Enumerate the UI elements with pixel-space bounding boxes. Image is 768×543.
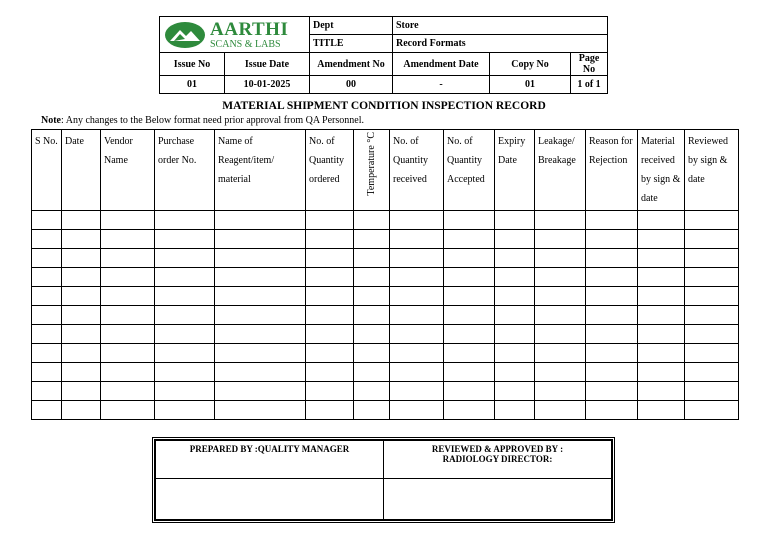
table-cell[interactable] [62, 382, 101, 401]
table-cell[interactable] [155, 363, 215, 382]
table-cell[interactable] [535, 287, 586, 306]
signature-box [152, 437, 615, 523]
table-cell[interactable] [390, 287, 444, 306]
reviewed-by-line1: REVIEWED & APPROVED BY : [431, 444, 564, 454]
company-logo [160, 18, 309, 52]
table-cell[interactable] [685, 325, 739, 344]
table-cell[interactable] [354, 325, 390, 344]
table-cell[interactable] [215, 344, 306, 363]
table-cell[interactable] [495, 230, 535, 249]
reviewed-by-label [384, 441, 612, 479]
table-cell[interactable] [495, 401, 535, 420]
table-row [32, 401, 739, 420]
table-cell[interactable] [215, 211, 306, 230]
col-header-leakage: Leakage/ Breakage [535, 130, 586, 211]
table-cell[interactable] [586, 344, 638, 363]
table-cell[interactable] [685, 401, 739, 420]
table-cell[interactable] [215, 382, 306, 401]
col-header-qty-received: No. of Quantity received [390, 130, 444, 211]
table-cell[interactable] [390, 230, 444, 249]
col-header-reviewed-sign: Reviewed by sign & date [685, 130, 739, 211]
table-cell[interactable] [62, 249, 101, 268]
title-label: TITLE [310, 35, 393, 53]
table-cell[interactable] [685, 249, 739, 268]
table-cell[interactable] [155, 344, 215, 363]
table-cell[interactable] [306, 211, 354, 230]
table-row [32, 249, 739, 268]
table-cell[interactable] [495, 306, 535, 325]
table-cell[interactable] [32, 230, 62, 249]
table-cell[interactable] [101, 287, 155, 306]
amendment-date-header: Amendment Date [393, 53, 490, 76]
table-cell[interactable] [586, 363, 638, 382]
table-cell[interactable] [685, 287, 739, 306]
table-cell[interactable] [354, 306, 390, 325]
col-header-material-name: Name of Reagent/item/ material [215, 130, 306, 211]
table-cell[interactable] [535, 306, 586, 325]
table-cell[interactable] [32, 344, 62, 363]
table-cell[interactable] [215, 363, 306, 382]
issue-no-header: Issue No [160, 53, 225, 76]
table-cell[interactable] [444, 211, 495, 230]
table-cell[interactable] [444, 363, 495, 382]
table-cell[interactable] [354, 230, 390, 249]
inspection-table-body [32, 211, 739, 420]
table-cell[interactable] [215, 325, 306, 344]
col-header-qty-ordered: No. of Quantity ordered [306, 130, 354, 211]
prepared-by-sign-area[interactable] [156, 479, 384, 520]
table-cell[interactable] [354, 211, 390, 230]
table-row [32, 230, 739, 249]
table-cell[interactable] [62, 325, 101, 344]
logo-name: AARTHI [210, 18, 289, 40]
table-cell[interactable] [495, 344, 535, 363]
table-cell[interactable] [495, 287, 535, 306]
table-cell[interactable] [390, 401, 444, 420]
approval-note [41, 115, 364, 126]
col-header-temperature [354, 130, 390, 211]
dept-label: Dept [310, 17, 393, 35]
table-cell[interactable] [306, 306, 354, 325]
col-header-vendor-name: Vendor Name [101, 130, 155, 211]
table-cell[interactable] [586, 249, 638, 268]
table-cell[interactable] [535, 268, 586, 287]
table-cell[interactable] [390, 344, 444, 363]
col-header-s-no: S No. [32, 130, 62, 211]
table-cell[interactable] [155, 249, 215, 268]
dept-value: Store [393, 17, 608, 35]
table-cell[interactable] [215, 401, 306, 420]
table-cell[interactable] [62, 363, 101, 382]
table-cell[interactable] [586, 287, 638, 306]
amendment-date-value: - [393, 76, 490, 94]
table-cell[interactable] [215, 268, 306, 287]
table-cell[interactable] [101, 401, 155, 420]
table-cell[interactable] [685, 382, 739, 401]
table-cell[interactable] [638, 382, 685, 401]
table-cell[interactable] [390, 382, 444, 401]
table-cell[interactable] [101, 306, 155, 325]
table-row [32, 382, 739, 401]
table-cell[interactable] [444, 230, 495, 249]
issue-date-value: 10-01-2025 [225, 76, 310, 94]
col-header-reason: Reason for Rejection [586, 130, 638, 211]
table-cell[interactable] [306, 268, 354, 287]
table-cell[interactable] [306, 325, 354, 344]
table-cell[interactable] [535, 401, 586, 420]
table-cell[interactable] [390, 363, 444, 382]
table-cell[interactable] [535, 230, 586, 249]
table-cell[interactable] [495, 249, 535, 268]
table-cell[interactable] [444, 287, 495, 306]
logo-subtitle: SCANS & LABS [210, 38, 281, 50]
inspection-table [31, 129, 739, 420]
table-row [32, 268, 739, 287]
table-cell[interactable] [101, 268, 155, 287]
table-cell[interactable] [101, 325, 155, 344]
table-cell[interactable] [586, 401, 638, 420]
table-cell[interactable] [306, 249, 354, 268]
table-cell[interactable] [495, 211, 535, 230]
issue-date-header: Issue Date [225, 53, 310, 76]
table-cell[interactable] [32, 287, 62, 306]
table-cell[interactable] [390, 325, 444, 344]
table-cell[interactable] [306, 382, 354, 401]
table-row [32, 306, 739, 325]
table-cell[interactable] [32, 363, 62, 382]
table-cell[interactable] [32, 401, 62, 420]
table-cell[interactable] [62, 230, 101, 249]
table-cell[interactable] [155, 325, 215, 344]
table-cell[interactable] [390, 211, 444, 230]
prepared-by-label: PREPARED BY :QUALITY MANAGER [156, 441, 384, 479]
table-cell[interactable] [390, 306, 444, 325]
table-cell[interactable] [32, 306, 62, 325]
table-cell[interactable] [62, 287, 101, 306]
table-cell[interactable] [685, 230, 739, 249]
note-text: : Any changes to the Below format need prior approval from QA Personnel. [61, 115, 364, 126]
table-cell[interactable] [101, 382, 155, 401]
table-cell[interactable] [101, 344, 155, 363]
table-cell[interactable] [155, 287, 215, 306]
reviewed-by-sign-area[interactable] [384, 479, 612, 520]
table-cell[interactable] [155, 306, 215, 325]
table-cell[interactable] [685, 344, 739, 363]
table-cell[interactable] [535, 382, 586, 401]
table-cell[interactable] [638, 249, 685, 268]
table-cell[interactable] [638, 325, 685, 344]
table-cell[interactable] [638, 230, 685, 249]
table-cell[interactable] [354, 363, 390, 382]
note-label: Note [41, 115, 61, 126]
table-cell[interactable] [215, 306, 306, 325]
temperature-label: Temperature °C [365, 132, 377, 196]
table-cell[interactable] [62, 401, 101, 420]
table-cell[interactable] [586, 211, 638, 230]
table-cell[interactable] [354, 268, 390, 287]
table-cell[interactable] [101, 211, 155, 230]
table-cell[interactable] [535, 325, 586, 344]
table-cell[interactable] [638, 344, 685, 363]
table-cell[interactable] [32, 325, 62, 344]
table-cell[interactable] [444, 325, 495, 344]
table-cell[interactable] [685, 363, 739, 382]
table-cell[interactable] [354, 344, 390, 363]
table-cell[interactable] [444, 344, 495, 363]
table-cell[interactable] [535, 211, 586, 230]
table-row [32, 287, 739, 306]
table-cell[interactable] [62, 268, 101, 287]
table-cell[interactable] [638, 268, 685, 287]
col-header-date: Date [62, 130, 101, 211]
table-row [32, 211, 739, 230]
table-cell[interactable] [495, 268, 535, 287]
table-cell[interactable] [495, 382, 535, 401]
table-cell[interactable] [306, 401, 354, 420]
table-cell[interactable] [444, 249, 495, 268]
table-cell[interactable] [685, 306, 739, 325]
table-cell[interactable] [390, 249, 444, 268]
table-cell[interactable] [32, 268, 62, 287]
table-row [32, 325, 739, 344]
table-cell[interactable] [638, 401, 685, 420]
table-cell[interactable] [685, 268, 739, 287]
table-cell[interactable] [62, 211, 101, 230]
table-cell[interactable] [354, 401, 390, 420]
title-value: Record Formats [393, 35, 608, 53]
table-cell[interactable] [444, 306, 495, 325]
table-cell[interactable] [306, 230, 354, 249]
table-cell[interactable] [444, 382, 495, 401]
table-cell[interactable] [354, 287, 390, 306]
table-cell[interactable] [685, 211, 739, 230]
table-cell[interactable] [535, 249, 586, 268]
table-cell[interactable] [586, 325, 638, 344]
table-cell[interactable] [155, 401, 215, 420]
amendment-no-header: Amendment No [310, 53, 393, 76]
table-cell[interactable] [586, 306, 638, 325]
table-cell[interactable] [586, 268, 638, 287]
table-cell[interactable] [306, 287, 354, 306]
table-cell[interactable] [155, 382, 215, 401]
table-row [32, 344, 739, 363]
table-cell[interactable] [535, 344, 586, 363]
table-cell[interactable] [354, 382, 390, 401]
table-cell[interactable] [155, 230, 215, 249]
col-header-material-received-sign: Material received by sign & date [638, 130, 685, 211]
copy-no-header: Copy No [490, 53, 571, 76]
table-cell[interactable] [638, 363, 685, 382]
logo-cell [160, 17, 310, 53]
reviewed-by-line2: RADIOLOGY DIRECTOR: [442, 454, 553, 464]
table-cell[interactable] [155, 268, 215, 287]
table-cell[interactable] [101, 249, 155, 268]
table-cell[interactable] [155, 211, 215, 230]
table-cell[interactable] [215, 249, 306, 268]
table-cell[interactable] [638, 306, 685, 325]
table-cell[interactable] [306, 344, 354, 363]
table-cell[interactable] [32, 382, 62, 401]
table-cell[interactable] [306, 363, 354, 382]
col-header-qty-accepted: No. of Quantity Accepted [444, 130, 495, 211]
table-cell[interactable] [586, 230, 638, 249]
table-cell[interactable] [444, 268, 495, 287]
table-cell[interactable] [535, 363, 586, 382]
table-cell[interactable] [444, 401, 495, 420]
table-cell[interactable] [586, 382, 638, 401]
issue-no-value: 01 [160, 76, 225, 94]
table-cell[interactable] [638, 211, 685, 230]
table-cell[interactable] [101, 230, 155, 249]
table-cell[interactable] [215, 230, 306, 249]
table-cell[interactable] [638, 287, 685, 306]
document-header [159, 16, 608, 94]
page-no-header: Page No [571, 53, 608, 76]
table-row [32, 363, 739, 382]
table-cell[interactable] [495, 363, 535, 382]
col-header-purchase-order: Purchase order No. [155, 130, 215, 211]
table-cell[interactable] [32, 211, 62, 230]
table-cell[interactable] [354, 249, 390, 268]
amendment-no-value: 00 [310, 76, 393, 94]
copy-no-value: 01 [490, 76, 571, 94]
table-cell[interactable] [101, 363, 155, 382]
page-no-value: 1 of 1 [571, 76, 608, 94]
col-header-expiry-date: Expiry Date [495, 130, 535, 211]
table-cell[interactable] [62, 344, 101, 363]
table-cell[interactable] [390, 268, 444, 287]
table-cell[interactable] [32, 249, 62, 268]
table-cell[interactable] [62, 306, 101, 325]
table-cell[interactable] [495, 325, 535, 344]
document-title: MATERIAL SHIPMENT CONDITION INSPECTION RECORD [222, 100, 546, 112]
logo-mark-icon [164, 21, 206, 49]
table-cell[interactable] [215, 287, 306, 306]
